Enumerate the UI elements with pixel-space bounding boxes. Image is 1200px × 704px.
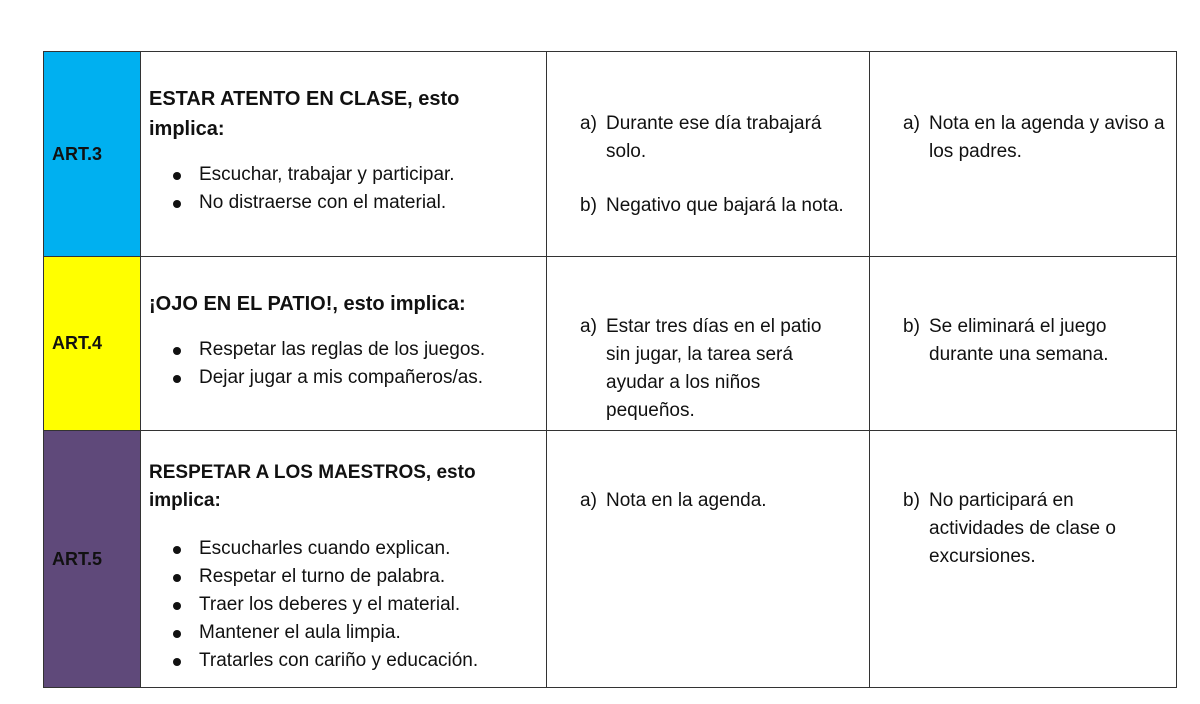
consequence-cell-a <box>547 431 870 688</box>
consequence-item: b) Negativo que bajará la nota. <box>580 195 844 216</box>
rule-points <box>141 515 546 675</box>
bullet-icon <box>173 347 181 355</box>
consequence-item: a) Nota en la agenda. <box>580 490 767 511</box>
bullet-icon <box>173 630 181 638</box>
article-label: ART.3 <box>44 52 141 257</box>
list-item: Dejar jugar a mis compañeros/as. <box>173 364 546 392</box>
bullet-icon <box>173 546 181 554</box>
table-row <box>44 431 1177 688</box>
bullet-icon <box>173 200 181 208</box>
list-item: Respetar las reglas de los juegos. <box>173 336 546 364</box>
table-row <box>44 257 1177 431</box>
rules-table <box>43 51 1177 688</box>
article-label: ART.4 <box>44 257 141 431</box>
consequence-item: b) No participará en actividades de clase o excursiones. <box>903 490 1116 567</box>
bullet-icon <box>173 602 181 610</box>
consequence-cell-b <box>870 431 1177 688</box>
rule-title: RESPETAR A LOS MAESTROS, esto implica: <box>149 462 476 511</box>
consequence-item: a) Durante ese día trabajará solo. <box>580 113 822 162</box>
consequence-item: a) Estar tres días en el patio sin jugar, la tarea será ayudar a los niños pequeños. <box>580 316 822 421</box>
rule-title: ¡OJO EN EL PATIO!, esto implica: <box>149 293 466 315</box>
consequence-cell-a <box>547 257 870 431</box>
rule-title: ESTAR ATENTO EN CLASE, esto implica: <box>149 88 460 140</box>
consequence-item: a) Nota en la agenda y aviso a los padres. <box>903 113 1165 162</box>
rule-points <box>141 319 546 392</box>
list-item: Escuchar, trabajar y participar. <box>173 161 546 189</box>
consequence-item: b) Se eliminará el juego durante una semana. <box>903 316 1109 365</box>
list-item: No distraerse con el material. <box>173 189 546 217</box>
list-item: Mantener el aula limpia. <box>173 619 546 647</box>
article-label: ART.5 <box>44 431 141 688</box>
rule-cell <box>141 257 547 431</box>
rule-points <box>141 144 546 217</box>
consequence-cell-b <box>870 257 1177 431</box>
bullet-icon <box>173 574 181 582</box>
list-item: Traer los deberes y el material. <box>173 591 546 619</box>
consequence-cell-b <box>870 52 1177 257</box>
table-row <box>44 52 1177 257</box>
rule-cell <box>141 52 547 257</box>
consequence-cell-a <box>547 52 870 257</box>
rule-cell <box>141 431 547 688</box>
list-item: Escucharles cuando explican. <box>173 535 546 563</box>
list-item: Tratarles con cariño y educación. <box>173 647 546 675</box>
bullet-icon <box>173 658 181 666</box>
list-item: Respetar el turno de palabra. <box>173 563 546 591</box>
bullet-icon <box>173 375 181 383</box>
bullet-icon <box>173 172 181 180</box>
